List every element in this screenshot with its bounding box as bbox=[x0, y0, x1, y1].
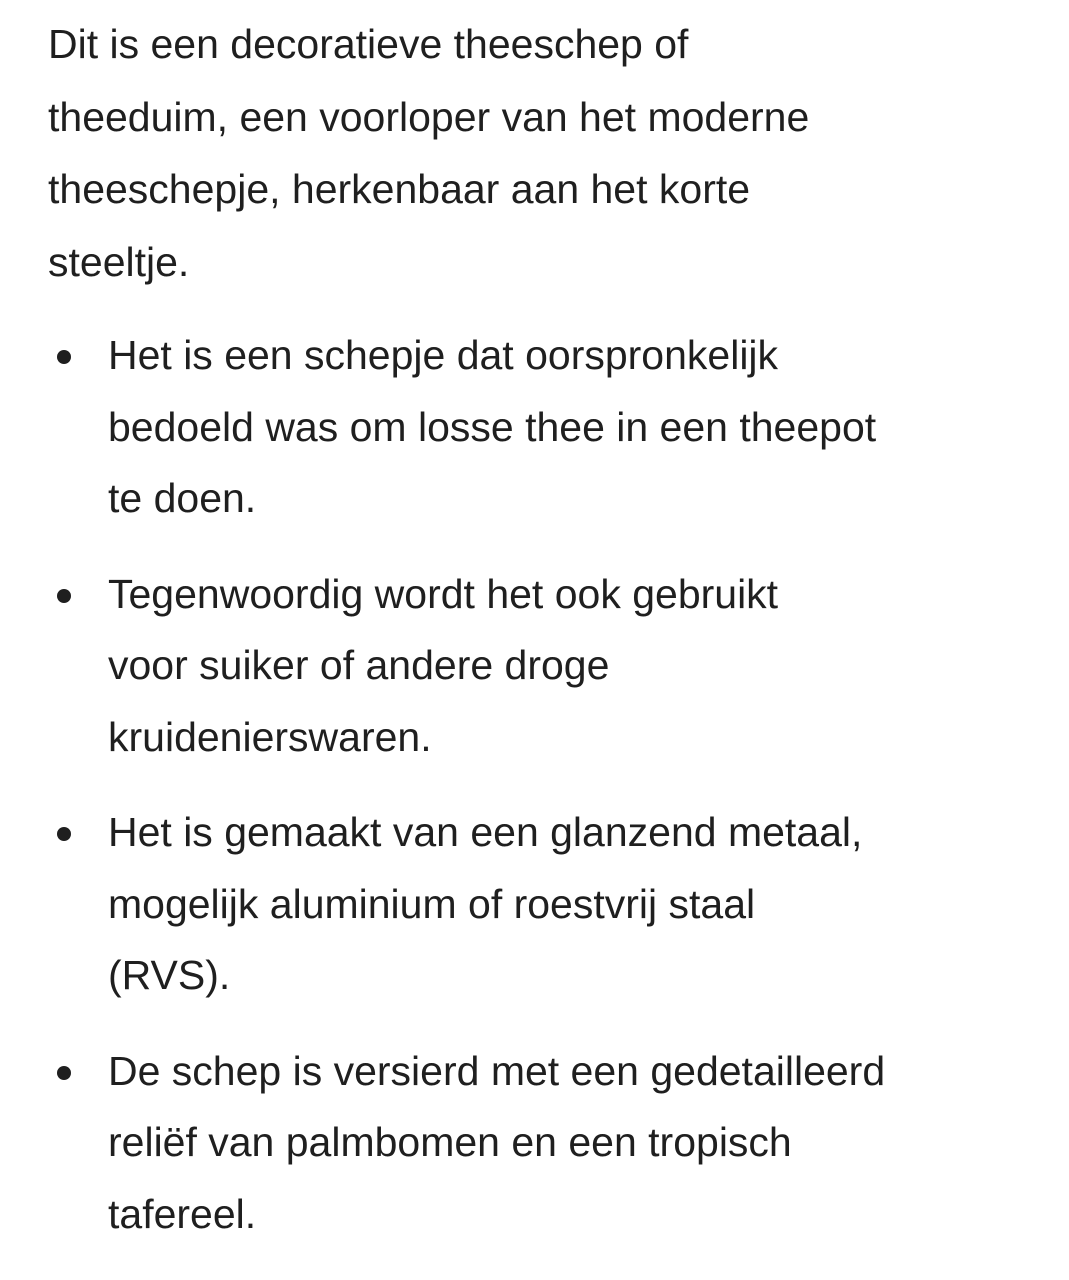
bullet-icon bbox=[57, 589, 71, 603]
bullet-list bbox=[0, 320, 885, 1274]
list-item-line: Tegenwoordig wordt het ook gebruikt bbox=[108, 570, 779, 617]
list-item-line: te doen. bbox=[108, 475, 257, 521]
bullet-icon bbox=[57, 1066, 71, 1080]
intro-line: theeduim, een voorloper van het moderne bbox=[48, 93, 810, 140]
bullet-icon bbox=[57, 350, 71, 364]
list-item-line: mogelijk aluminium of roestvrij staal bbox=[108, 880, 756, 927]
list-item bbox=[0, 797, 885, 1012]
list-item-line: tafereel. bbox=[108, 1190, 257, 1237]
list-item-line: (RVS). bbox=[108, 952, 231, 998]
list-item-line: voor suiker of andere droge bbox=[108, 642, 610, 688]
list-item-line: Het is een schepje dat oorspronkelijk bbox=[108, 332, 779, 378]
list-item bbox=[0, 1036, 885, 1251]
intro-line: Dit is een decoratieve theeschep of bbox=[48, 21, 689, 67]
intro-paragraph bbox=[48, 8, 809, 298]
intro-line: theeschepje, herkenbaar aan het korte bbox=[48, 166, 751, 212]
list-item-line: reliëf van palmbomen en een tropisch bbox=[108, 1119, 792, 1165]
list-item bbox=[0, 320, 885, 535]
list-item-line: De schep is versierd met een gedetailleerd bbox=[108, 1047, 886, 1094]
list-item-line: Het is gemaakt van een glanzend metaal, bbox=[108, 809, 863, 855]
intro-line: steeltje. bbox=[48, 238, 190, 285]
list-item bbox=[0, 559, 885, 774]
bullet-icon bbox=[57, 827, 71, 841]
list-item-line: kruidenierswaren. bbox=[108, 713, 432, 760]
list-item-line: bedoeld was om losse thee in een theepot bbox=[108, 403, 877, 450]
